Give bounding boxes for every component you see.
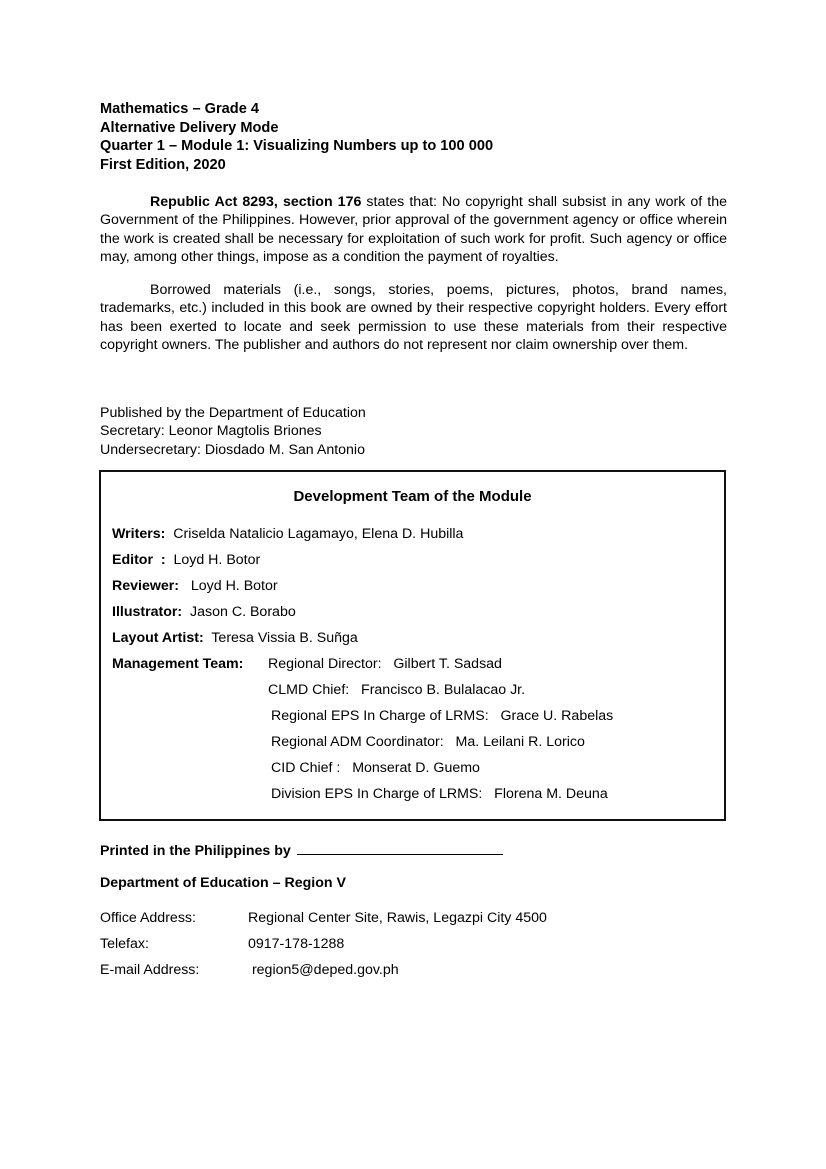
publisher-block	[100, 404, 366, 459]
editor-label: Editor :	[112, 552, 166, 568]
team-box-title: Development Team of the Module	[293, 488, 532, 505]
printed-by-line	[100, 840, 503, 859]
management-member: Division EPS In Charge of LRMS: Florena M. Deuna	[271, 786, 608, 802]
copyright-text: states that: No copyright shall subsist in any work of the Government of the Philippines. However, prior approval of the government agency or office wherein the work is created shall be necessary for exploitation of such work for profit. Such agency or office may, among other things, impose as a condition the payment of royalties.	[100, 194, 728, 266]
contact-value: Regional Center Site, Rawis, Legazpi City 4500	[248, 910, 547, 926]
writers-row	[112, 526, 463, 542]
office-address-row	[100, 910, 547, 926]
contact-label: E-mail Address:	[100, 962, 200, 978]
module-title: Quarter 1 – Module 1: Visualizing Numbers up to 100 000	[100, 138, 494, 154]
editor-row	[112, 552, 260, 568]
management-member: CID Chief : Monserat D. Guemo	[271, 760, 480, 776]
management-member: Regional Director: Gilbert T. Sadsad	[268, 656, 502, 672]
layout-artist-label: Layout Artist:	[112, 630, 204, 646]
management-member: Regional EPS In Charge of LRMS: Grace U. Rabelas	[271, 708, 614, 724]
development-team-box	[99, 470, 726, 821]
delivery-mode: Alternative Delivery Mode	[100, 119, 279, 136]
layout-artist-value: Teresa Vissia B. Suñga	[203, 630, 358, 646]
reviewer-label: Reviewer:	[112, 578, 180, 594]
writers-label: Writers:	[112, 526, 166, 542]
undersecretary-line: Undersecretary: Diosdado M. San Antonio	[100, 441, 365, 458]
contact-label: Telefax:	[100, 936, 149, 952]
module-title-block	[100, 100, 493, 174]
printed-by-label: Printed in the Philippines by	[100, 843, 291, 859]
subject-title: Mathematics – Grade 4	[100, 101, 259, 117]
illustrator-value: Jason C. Borabo	[182, 604, 296, 620]
layout-artist-row	[112, 630, 358, 646]
management-member: CLMD Chief: Francisco B. Bulalacao Jr.	[268, 682, 526, 698]
management-team-label: Management Team:	[112, 656, 244, 672]
edition: First Edition, 2020	[100, 156, 226, 173]
management-member: Regional ADM Coordinator: Ma. Leilani R. Lorico	[271, 734, 585, 750]
publisher-line: Published by the Department of Education	[100, 405, 366, 421]
contact-value: 0917-178-1288	[248, 936, 345, 952]
management-team-row	[112, 656, 243, 672]
telefax-row	[100, 936, 344, 952]
reviewer-row	[112, 578, 278, 594]
reviewer-value: Loyd H. Botor	[179, 578, 278, 594]
email-value: region5@deped.gov.ph	[248, 962, 399, 978]
secretary-line: Secretary: Leonor Magtolis Briones	[100, 423, 322, 440]
republic-act-ref: Republic Act 8293, section 176	[150, 194, 362, 210]
contact-label: Office Address:	[100, 910, 196, 926]
copyright-paragraph	[100, 193, 727, 267]
illustrator-row	[112, 604, 296, 620]
illustrator-label: Illustrator:	[112, 604, 183, 620]
borrowed-materials-paragraph: Borrowed materials (i.e., songs, stories, poems, pictures, photos, brand names, trademarks, etc.) included in this book are owned by their respective copyright holders. Every effort has been exerted to locate and seek permission to use these materials from their respective copyright owners. The publisher and authors do not represent nor claim ownership over them.	[100, 282, 727, 354]
writers-value: Criselda Natalicio Lagamayo, Elena D. Hubilla	[165, 526, 464, 542]
printer-blank-line	[297, 840, 503, 855]
region-heading: Department of Education – Region V	[100, 875, 346, 891]
email-row	[100, 962, 399, 978]
editor-value: Loyd H. Botor	[165, 552, 261, 568]
